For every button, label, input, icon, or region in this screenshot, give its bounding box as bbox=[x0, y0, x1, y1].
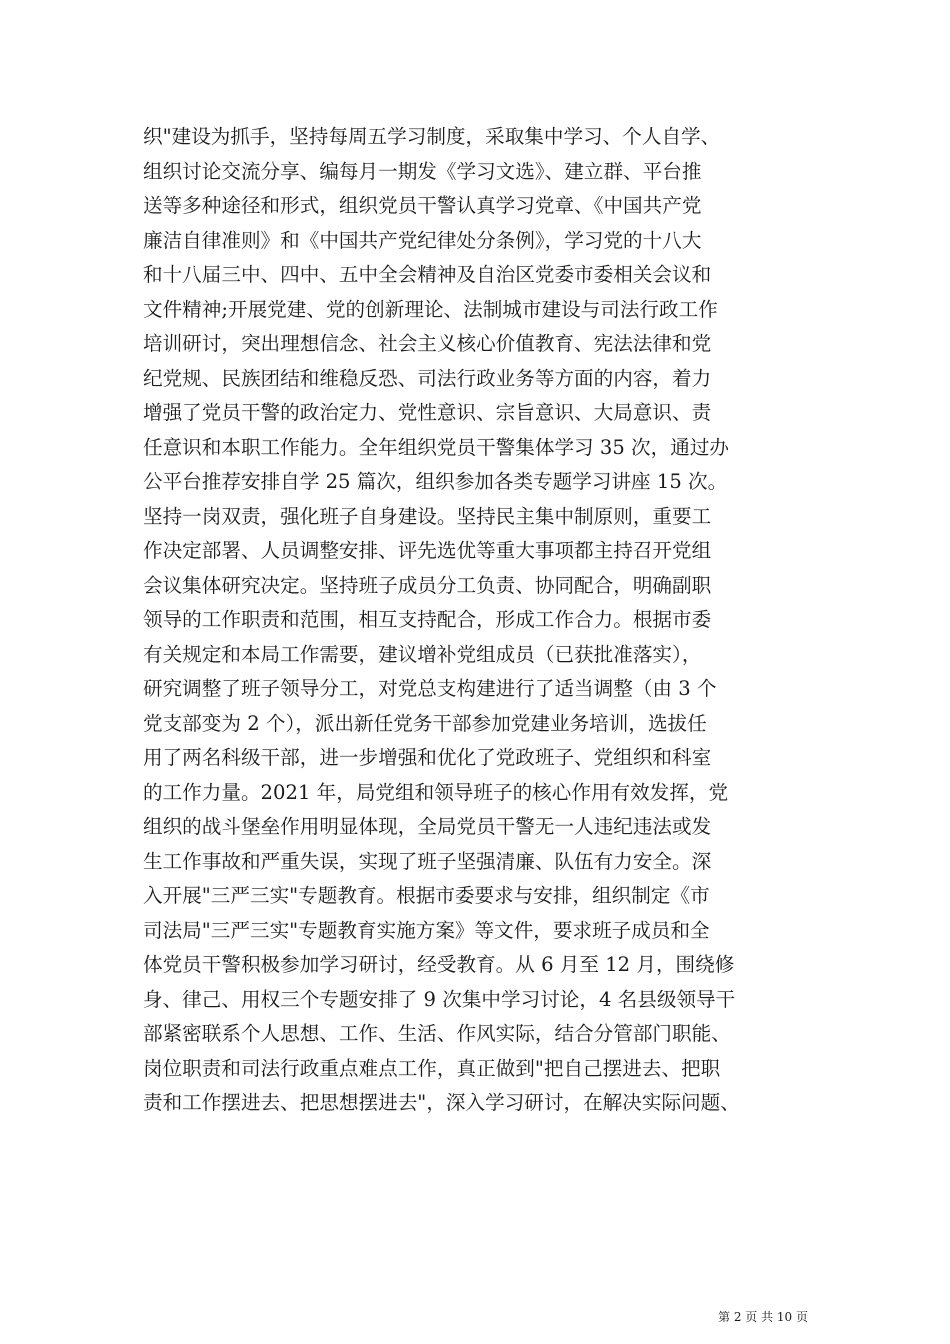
body-line: 用了两名科级干部，进一步增强和优化了党政班子、党组织和科室 bbox=[143, 746, 712, 769]
body-line: 增强了党员干警的政治定力、党性意识、宗旨意识、大局意识、责 bbox=[143, 401, 712, 424]
body-line: 组织讨论交流分享、编每月一期发《学习文选》、建立群、平台推 bbox=[143, 159, 702, 183]
body-line: 纪党规、民族团结和维稳反恐、司法行政业务等方面的内容，着力 bbox=[143, 366, 712, 390]
page-number-footer: 第 2 页 共 10 页 bbox=[718, 1310, 808, 1324]
body-line: 廉洁自律准则》和《中国共产党纪律处分条例》，学习党的十八大 bbox=[143, 228, 702, 252]
body-line: 研究调整了班子领导分工，对党总支构建进行了适当调整（由 3 个 bbox=[143, 677, 717, 700]
body-line: 送等多种途径和形式，组织党员干警认真学习党章、《中国共产党 bbox=[143, 194, 702, 217]
body-line: 生工作事故和严重失误，实现了班子坚强清廉、队伍有力安全。深 bbox=[143, 849, 712, 873]
body-line: 织"建设为抓手，坚持每周五学习制度，采取集中学习、个人自学、 bbox=[143, 125, 721, 148]
body-line: 组织的战斗堡垒作用明显体现，全局党员干警无一人违纪违法或发 bbox=[143, 815, 712, 838]
body-line: 岗位职责和司法行政重点难点工作，真正做到"把自己摆进去、把职 bbox=[143, 1056, 721, 1080]
body-line: 会议集体研究决定。坚持班子成员分工负责、协同配合，明确副职 bbox=[143, 573, 712, 597]
body-line: 入开展"三严三实"专题教育。根据市委要求与安排，组织制定《市 bbox=[143, 884, 710, 907]
body-line: 的工作力量。2021 年，局党组和领导班子的核心作用有效发挥，党 bbox=[143, 780, 729, 804]
body-line: 公平台推荐安排自学 25 篇次，组织参加各类专题学习讲座 15 次。 bbox=[143, 470, 728, 493]
body-line: 领导的工作职责和范围，相互支持配合，形成工作合力。根据市委 bbox=[143, 608, 712, 631]
body-line: 有关规定和本局工作需要，建议增补党组成员（已获批准落实）， bbox=[143, 642, 702, 666]
body-line: 部紧密联系个人思想、工作、生活、作风实际，结合分管部门职能、 bbox=[143, 1022, 731, 1045]
body-line: 身、律己、用权三个专题安排了 9 次集中学习讨论，4 名县级领导干 bbox=[143, 987, 736, 1011]
body-line: 和十八届三中、四中、五中全会精神及自治区党委市委相关会议和 bbox=[143, 263, 712, 286]
body-line: 作决定部署、人员调整安排、评先选优等重大事项都主持召开党组 bbox=[143, 539, 712, 562]
body-line: 坚持一岗双责，强化班子自身建设。坚持民主集中制原则，重要工 bbox=[143, 504, 712, 528]
body-line: 体党员干警积极参加学习研讨，经受教育。从 6 月至 12 月，围绕修 bbox=[143, 953, 735, 976]
body-line: 司法局"三严三实"专题教育实施方案》等文件，要求班子成员和全 bbox=[143, 918, 710, 942]
body-line: 任意识和本职工作能力。全年组织党员干警集体学习 35 次，通过办 bbox=[143, 435, 730, 459]
body-line: 责和工作摆进去、把思想摆进去"，深入学习研讨，在解决实际问题、 bbox=[143, 1091, 740, 1114]
body-line: 党支部变为 2 个），派出新任党务干部参加党建业务培训，选拔任 bbox=[143, 711, 707, 735]
body-line: 培训研讨，突出理想信念、社会主义核心价值教育、宪法法律和党 bbox=[143, 332, 712, 355]
body-line: 文件精神;开展党建、党的创新理论、法制城市建设与司法行政工作 bbox=[143, 297, 718, 321]
body-text bbox=[143, 120, 823, 1121]
